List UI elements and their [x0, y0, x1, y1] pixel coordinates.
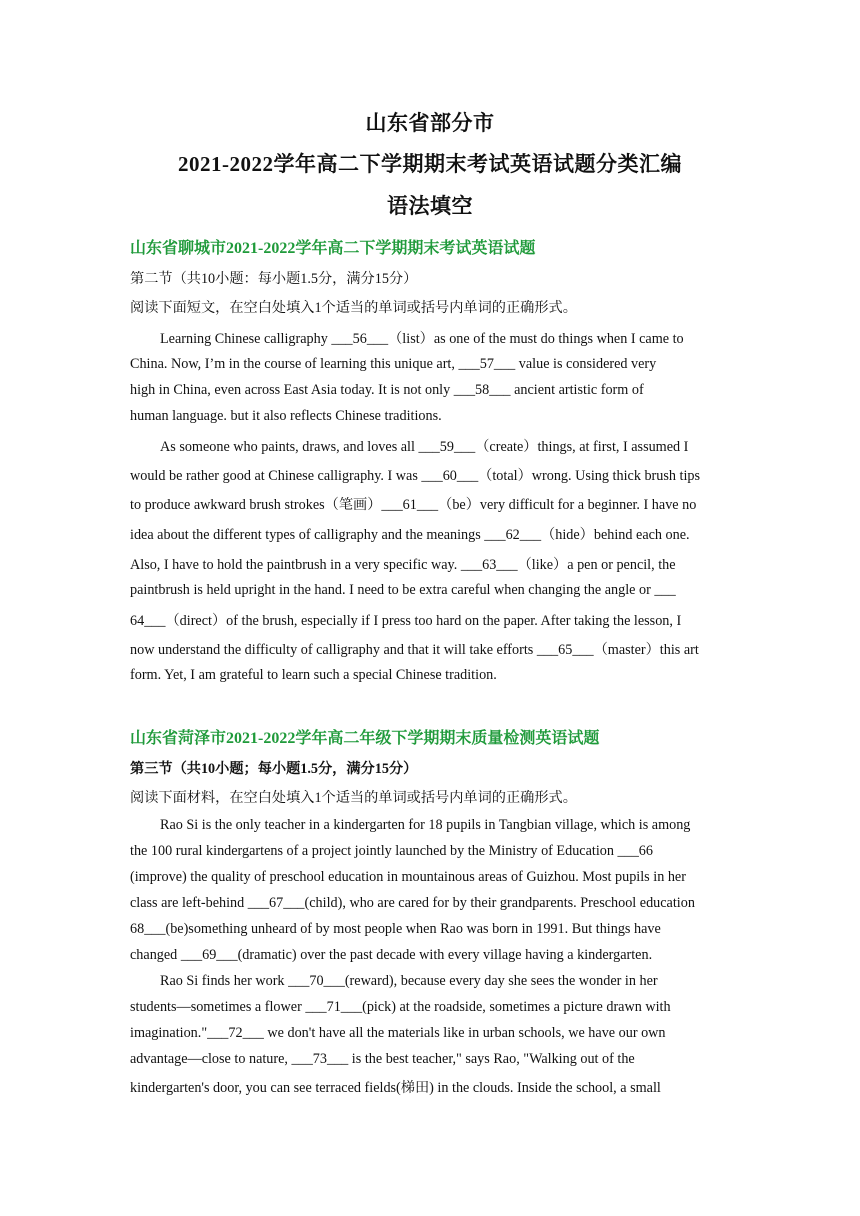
s1-line-5: As someone who paints, draws, and loves all ___59___（create）things, at first, I assumed I — [160, 439, 689, 455]
s1-line-1: Learning Chinese calligraphy ___56___（list）as one of the must do things when I came to — [160, 331, 684, 347]
s2-line-10: advantage—close to nature, ___73___ is the best teacher," says Rao, "Walking out of the — [130, 1051, 635, 1067]
s1-line-7: to produce awkward brush strokes（笔画）___61___（be）very difficult for a beginner. I have no — [130, 497, 697, 513]
section2-instruction: 阅读下面材料，在空白处填入1个适当的单词或括号内单词的正确形式。 — [130, 790, 577, 806]
section1-heading: 山东省聊城市2021-2022学年高二下学期期末考试英语试题 — [130, 240, 536, 257]
s1-line-6: would be rather good at Chinese calligraphy. I was ___60___（total）wrong. Using thick brush tips — [130, 468, 701, 484]
s2-line-5: 68___(be)something unheard of by most people when Rao was born in 1991. But things have — [130, 921, 661, 937]
s2-line-1: Rao Si is the only teacher in a kindergarten for 18 pupils in Tangbian village, which is among — [160, 817, 691, 833]
s2-line-8: students—sometimes a flower ___71___(pick) at the roadside, sometimes a picture drawn with — [130, 999, 671, 1015]
s1-line-10: paintbrush is held upright in the hand. I need to be extra careful when changing the angle or ___ — [130, 582, 676, 598]
s1-line-11: 64___（direct）of the brush, especially if I press too hard on the paper. After taking the lesson, I — [130, 613, 682, 629]
s1-line-2: China. Now, I’m in the course of learning this unique art, ___57___ value is considered very — [130, 356, 657, 372]
s1-line-8: idea about the different types of calligraphy and the meanings ___62___（hide）behind each one. — [130, 527, 690, 543]
s1-line-9: Also, I have to hold the paintbrush in a very specific way. ___63___（like）a pen or pencil, the — [130, 557, 676, 573]
s2-line-6: changed ___69___(dramatic) over the past decade with every village having a kindergarten. — [130, 947, 653, 963]
s2-line-7: Rao Si finds her work ___70___(reward), because every day she sees the wonder in her — [160, 973, 658, 989]
s2-line-2: the 100 rural kindergartens of a project jointly launched by the Ministry of Education ___66 — [130, 843, 653, 859]
s2-line-9: imagination."___72___ we don't have all the materials like in urban schools, we have our own — [130, 1025, 666, 1041]
s2-line-11: kindergarten's door, you can see terraced fields(梯田) in the clouds. Inside the school, a small — [130, 1080, 661, 1096]
doc-title-main: 2021-2022学年高二下学期期末考试英语试题分类汇编 — [178, 152, 682, 176]
s1-line-4: human language. but it also reflects Chinese traditions. — [130, 408, 442, 424]
section1-instruction: 阅读下面短文，在空白处填入1个适当的单词或括号内单词的正确形式。 — [130, 300, 577, 316]
doc-title-topic: 语法填空 — [387, 194, 473, 218]
s1-line-13: form. Yet, I am grateful to learn such a special Chinese tradition. — [130, 667, 497, 683]
section2-part: 第三节（共10小题；每小题1.5分，满分15分） — [130, 761, 418, 777]
section1-part: 第二节（共10小题：每小题1.5分，满分15分） — [130, 271, 418, 287]
s2-line-4: class are left-behind ___67___(child), who are cared for by their grandparents. Preschool education — [130, 895, 695, 911]
section2-heading: 山东省菏泽市2021-2022学年高二年级下学期期末质量检测英语试题 — [130, 730, 600, 747]
s2-line-3: (improve) the quality of preschool education in mountainous areas of Guizhou. Most pupils in her — [130, 869, 686, 885]
s1-line-12: now understand the difficulty of calligraphy and that it will take efforts ___65___（master）this art — [130, 642, 699, 658]
s1-line-3: high in China, even across East Asia today. It is not only ___58___ ancient artistic form of — [130, 382, 644, 398]
doc-title-region: 山东省部分市 — [365, 111, 495, 135]
